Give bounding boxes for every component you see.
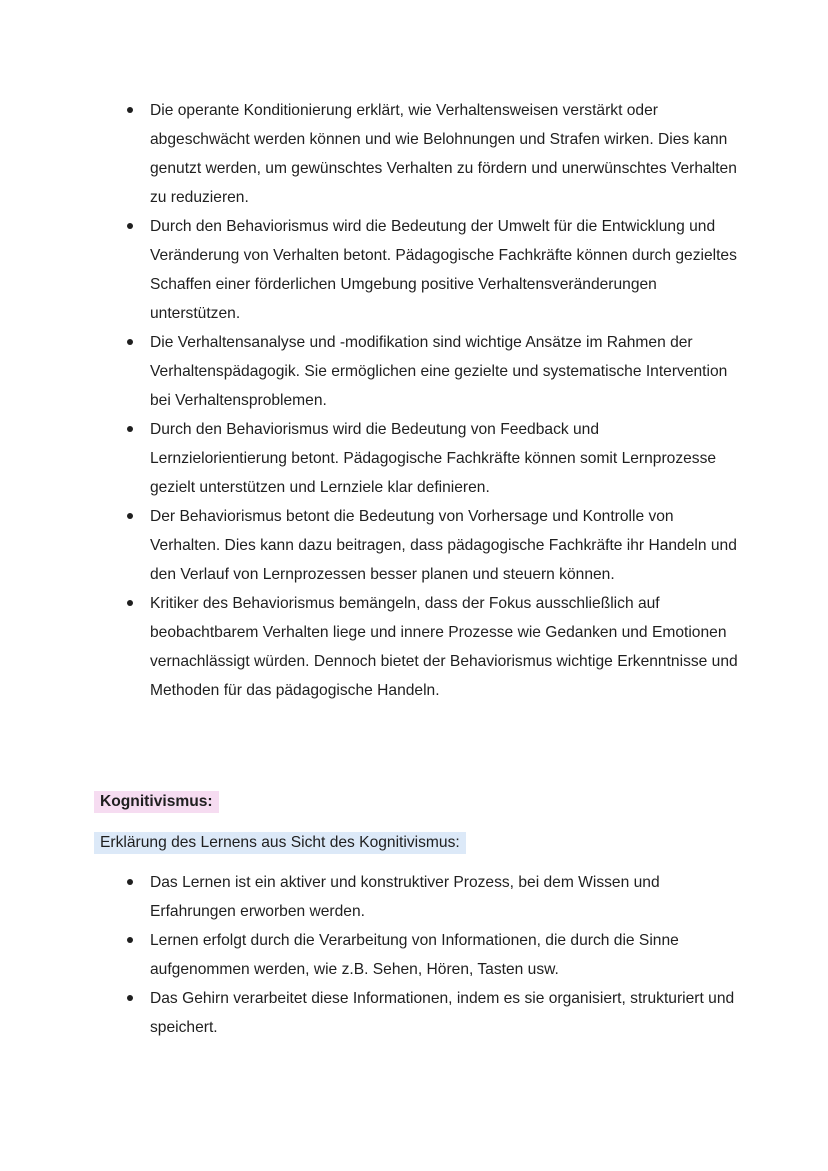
- bullet-icon: [127, 223, 133, 229]
- list-item-text: Die Verhaltensanalyse und -modifikation sind wichtige Ansätze im Rahmen der Verhaltenspädagogik. Sie ermöglichen eine gezielte und systematische Intervention bei Verhaltensproblemen.: [150, 334, 728, 409]
- list-item-text: Kritiker des Behaviorismus bemängeln, dass der Fokus ausschließlich auf beobachtbarem Verhalten liege und innere Prozesse wie Gedanken und Emotionen vernachlässigt würden. Dennoch bietet der Behaviorismus wichtige Erkenntnisse und Methoden für das pädagogische Handeln.: [150, 595, 738, 699]
- list-item-text: Lernen erfolgt durch die Verarbeitung von Informationen, die durch die Sinne aufgenommen werden, wie z.B. Sehen, Hören, Tasten usw.: [150, 932, 679, 978]
- bullet-icon: [127, 513, 133, 519]
- list-item-text: Durch den Behaviorismus wird die Bedeutung von Feedback und Lernzielorientierung betont. Pädagogische Fachkräfte können somit Lernprozesse gezielt unterstützen und Lernziele klar definieren.: [150, 421, 717, 496]
- list-item: [150, 328, 740, 415]
- list-item-text: Die operante Konditionierung erklärt, wie Verhaltensweisen verstärkt oder abgeschwächt werden können und wie Belohnungen und Strafen wirken. Dies kann genutzt werden, um gewünschtes Verhalten zu fördern und unerwünschtes Verhalten zu reduzieren.: [150, 102, 737, 206]
- list-item: [150, 868, 740, 926]
- list-item: [150, 589, 740, 705]
- kognitivismus-bullet-list: [150, 868, 740, 1042]
- bullet-icon: [127, 937, 133, 943]
- list-item-text: Das Lernen ist ein aktiver und konstruktiver Prozess, bei dem Wissen und Erfahrungen erworben werden.: [150, 874, 660, 920]
- list-item: [150, 96, 740, 212]
- bullet-icon: [127, 107, 133, 113]
- section-heading-kognitivismus: Kognitivismus:: [94, 791, 219, 813]
- list-item: [150, 984, 740, 1042]
- list-item-text: Das Gehirn verarbeitet diese Informationen, indem es sie organisiert, strukturiert und speichert.: [150, 990, 735, 1036]
- section-subheading: Erklärung des Lernens aus Sicht des Kognitivismus:: [94, 832, 466, 854]
- list-item-text: Durch den Behaviorismus wird die Bedeutung der Umwelt für die Entwicklung und Veränderung von Verhalten betont. Pädagogische Fachkräfte können durch gezieltes Schaffen einer förderlichen Umgebung positive Verhaltensveränderungen unterstützen.: [150, 218, 737, 322]
- behaviorismus-bullet-list: [150, 96, 740, 705]
- bullet-icon: [127, 879, 133, 885]
- bullet-icon: [127, 339, 133, 345]
- list-item: [150, 502, 740, 589]
- bullet-icon: [127, 995, 133, 1001]
- bullet-icon: [127, 600, 133, 606]
- list-item: [150, 926, 740, 984]
- list-item: [150, 415, 740, 502]
- bullet-icon: [127, 426, 133, 432]
- list-item: [150, 212, 740, 328]
- list-item-text: Der Behaviorismus betont die Bedeutung von Vorhersage und Kontrolle von Verhalten. Dies kann dazu beitragen, dass pädagogische Fachkräfte ihr Handeln und den Verlauf von Lernprozessen besser planen und steuern können.: [150, 508, 737, 583]
